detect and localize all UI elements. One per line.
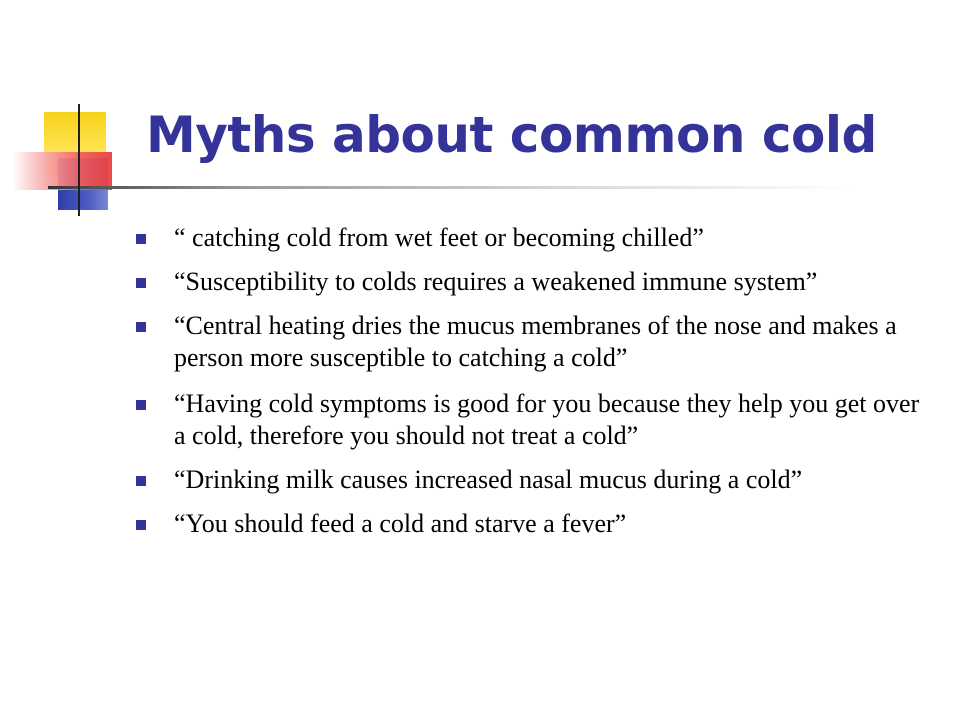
bullet-text: “Susceptibility to colds requires a weakened immune system” xyxy=(174,267,818,296)
bullet-text: “Having cold symptoms is good for you because they help you get over a cold, therefore you should not treat a cold” xyxy=(174,389,920,450)
bullet-item xyxy=(134,388,934,452)
bullet-item xyxy=(134,508,934,540)
square-bullet-icon xyxy=(136,278,146,288)
title-underline xyxy=(48,186,858,189)
slide-title: Myths about common cold xyxy=(146,106,877,164)
bullet-text: “ catching cold from wet feet or becoming chilled” xyxy=(174,223,704,252)
decorative-vertical-line xyxy=(78,104,80,216)
square-bullet-icon xyxy=(136,476,146,486)
bullet-item xyxy=(134,310,934,374)
square-bullet-icon xyxy=(136,400,146,410)
square-bullet-icon xyxy=(136,520,146,530)
bullet-text: “You should feed a cold and starve a fever” xyxy=(174,509,627,538)
bullet-text: “Drinking milk causes increased nasal mucus during a cold” xyxy=(174,465,803,494)
bullet-text: “Central heating dries the mucus membranes of the nose and makes a person more susceptible to catching a cold” xyxy=(174,311,897,372)
bullet-item xyxy=(134,464,934,496)
square-bullet-icon xyxy=(136,234,146,244)
bullet-item xyxy=(134,222,934,254)
bullet-list xyxy=(134,222,934,552)
decorative-red-bar xyxy=(12,152,112,190)
bullet-item xyxy=(134,266,934,298)
square-bullet-icon xyxy=(136,322,146,332)
